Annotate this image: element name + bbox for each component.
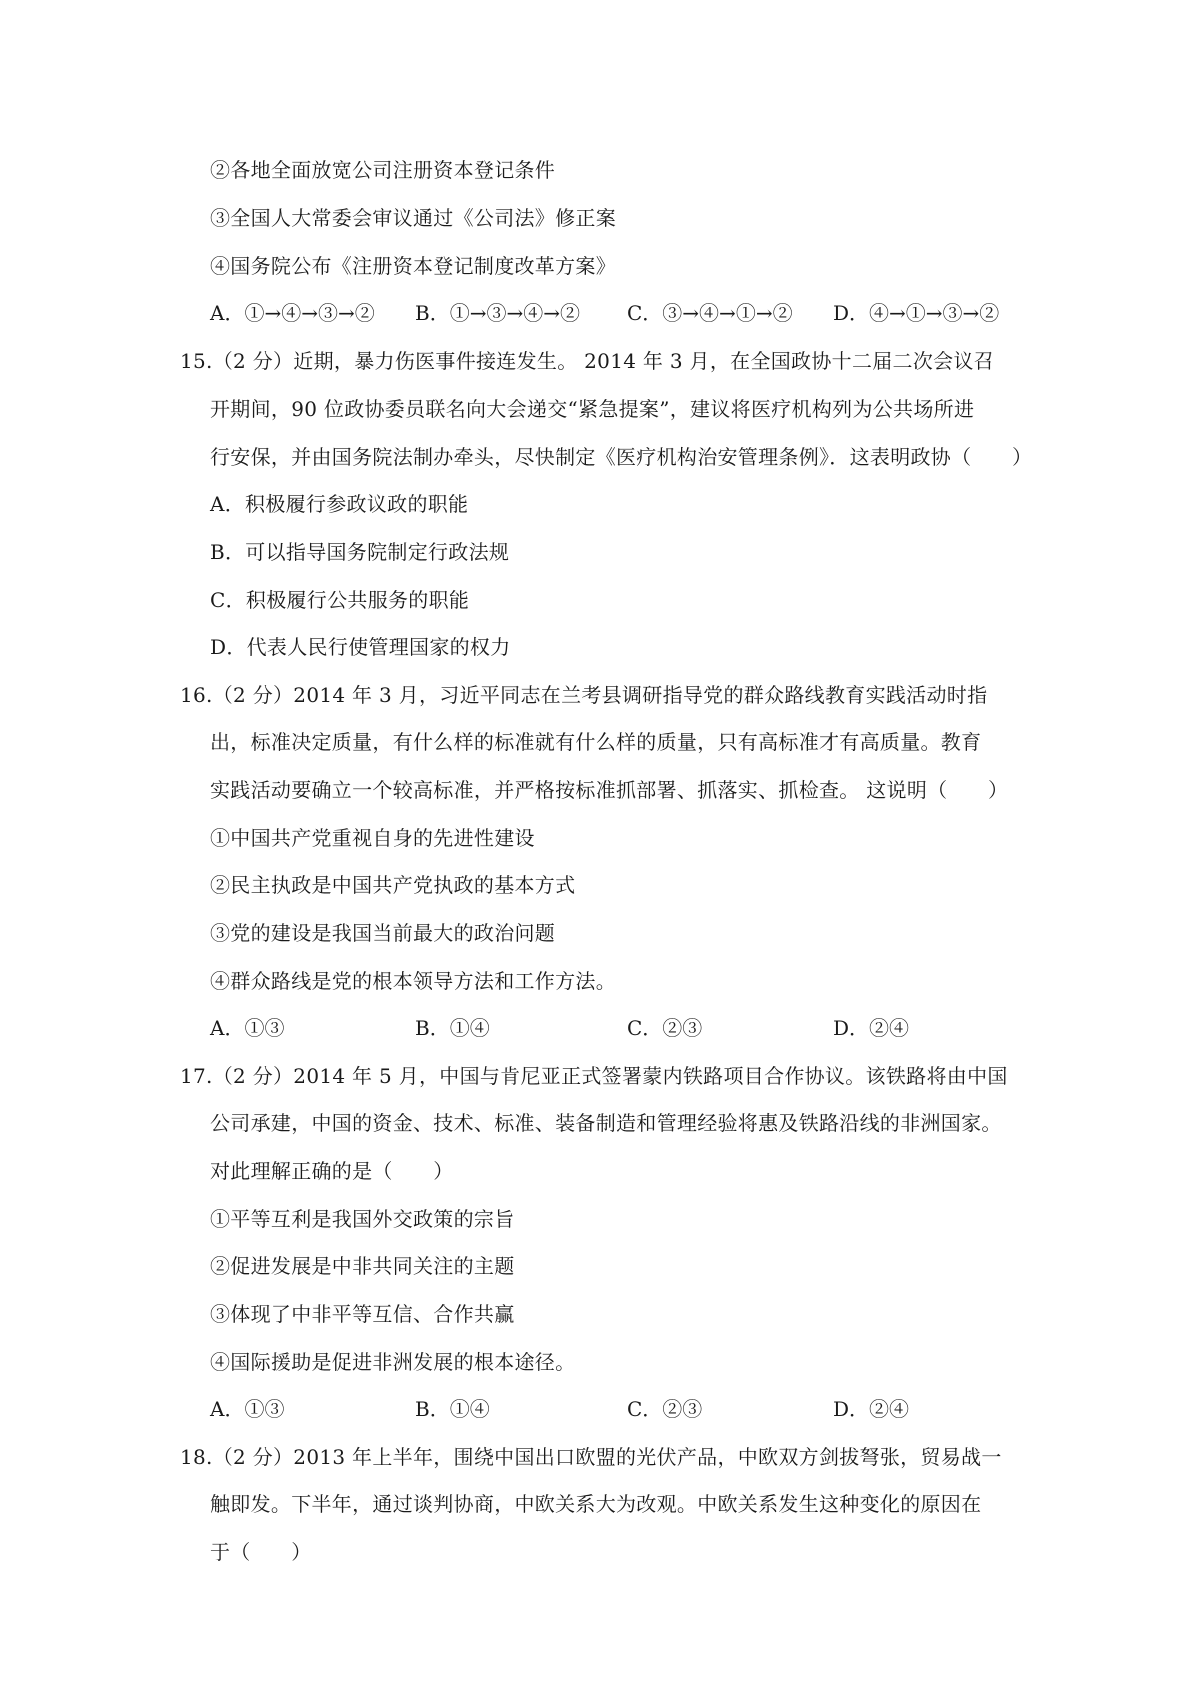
q16-stem-line-2: 出，标准决定质量，有什么样的标准就有什么样的质量，只有高标准才有高质量。教育 (210, 730, 982, 754)
q17-item-3: ③体现了中非平等互信、合作共赢 (210, 1302, 515, 1326)
q16-item-2: ②民主执政是中国共产党执政的基本方式 (210, 873, 576, 897)
q18-stem-line-2: 触即发。下半年，通过谈判协商，中欧关系大为改观。中欧关系发生这种变化的原因在 (210, 1492, 982, 1516)
q15-option-c: C．积极履行公共服务的职能 (210, 588, 470, 612)
q16-stem-line-3: 实践活动要确立一个较高标准，并严格按标准抓部署、抓落实、抓检查。 这说明（ ） (210, 778, 1009, 802)
q16-option-b: B．①④ (415, 1016, 490, 1040)
q15-option-b: B．可以指导国务院制定行政法规 (210, 540, 510, 564)
q16-stem-line-1: 16.（2 分）2014 年 3 月，习近平同志在兰考县调研指导党的群众路线教育实践活动时指 (180, 683, 988, 707)
q17-options (210, 1396, 1030, 1422)
q15-stem-line-1: 15.（2 分）近期，暴力伤医事件接连发生。 2014 年 3 月，在全国政协十二届二次会议召 (180, 349, 995, 373)
q17-item-1: ①平等互利是我国外交政策的宗旨 (210, 1207, 515, 1231)
q17-stem-line-3: 对此理解正确的是（ ） (210, 1159, 454, 1183)
q14-option-a: A．①→④→③→② (210, 301, 375, 325)
q17-option-c: C．②③ (627, 1397, 703, 1421)
q14-item-2: ②各地全面放宽公司注册资本登记条件 (210, 158, 556, 182)
q15-stem-line-3: 行安保，并由国务院法制办牵头，尽快制定《医疗机构治安管理条例》．这表明政协（ ） (210, 445, 1033, 469)
q17-item-4: ④国际援助是促进非洲发展的根本途径。 (210, 1350, 576, 1374)
q17-stem-line-2: 公司承建，中国的资金、技术、标准、装备制造和管理经验将惠及铁路沿线的非洲国家。 (210, 1111, 1002, 1135)
q17-stem-line-1: 17.（2 分）2014 年 5 月，中国与肯尼亚正式签署蒙内铁路项目合作协议。该铁路将由中国 (180, 1064, 1008, 1088)
q17-option-a: A．①③ (210, 1397, 285, 1421)
q14-option-d: D．④→①→③→② (833, 301, 1000, 325)
q16-item-3: ③党的建设是我国当前最大的政治问题 (210, 921, 556, 945)
q14-options (210, 300, 1030, 326)
q16-option-a: A．①③ (210, 1016, 285, 1040)
q17-option-d: D．②④ (833, 1397, 910, 1421)
q14-item-4: ④国务院公布《注册资本登记制度改革方案》 (210, 254, 616, 278)
q15-stem-line-2: 开期间，90 位政协委员联名向大会递交“紧急提案”，建议将医疗机构列为公共场所进 (210, 397, 975, 421)
q16-options (210, 1015, 1030, 1041)
q16-item-1: ①中国共产党重视自身的先进性建设 (210, 826, 535, 850)
q17-item-2: ②促进发展是中非共同关注的主题 (210, 1254, 515, 1278)
q14-option-c: C．③→④→①→② (627, 301, 793, 325)
q18-stem-line-3: 于（ ） (210, 1540, 312, 1564)
q16-option-c: C．②③ (627, 1016, 703, 1040)
q15-option-a: A．积极履行参政议政的职能 (210, 492, 469, 516)
q16-item-4: ④群众路线是党的根本领导方法和工作方法。 (210, 969, 616, 993)
q18-stem-line-1: 18.（2 分）2013 年上半年，围绕中国出口欧盟的光伏产品，中欧双方剑拔弩张，贸易战一 (180, 1445, 1002, 1469)
q15-option-d: D．代表人民行使管理国家的权力 (210, 635, 511, 659)
q14-option-b: B．①→③→④→② (415, 301, 580, 325)
q14-item-3: ③全国人大常委会审议通过《公司法》修正案 (210, 206, 616, 230)
q17-option-b: B．①④ (415, 1397, 490, 1421)
q16-option-d: D．②④ (833, 1016, 910, 1040)
